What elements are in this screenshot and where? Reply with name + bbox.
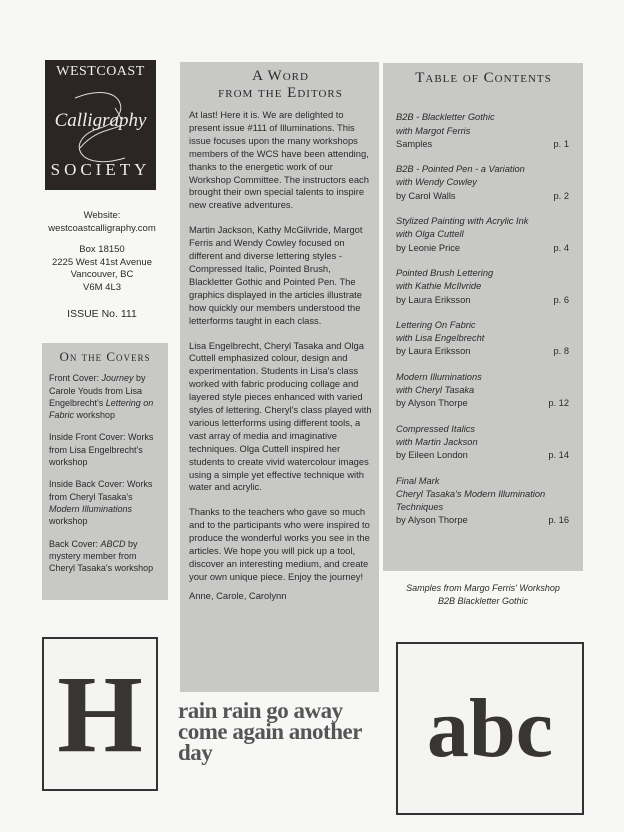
toc-entry-subtitle: Cheryl Tasaka's Modern Illumination Techniques bbox=[396, 488, 546, 513]
toc-entry-page: p. 16 bbox=[548, 515, 569, 526]
toc-entry-page: p. 2 bbox=[553, 190, 569, 201]
toc-entry[interactable] bbox=[396, 111, 571, 151]
toc-entry-page: p. 14 bbox=[548, 450, 569, 461]
toc-title: Table of Contents bbox=[415, 70, 552, 86]
editors-paragraph: Lisa Engelbrecht, Cheryl Tasaka and Olga Cuttell emphasized colour, design and experimentation. Students in Lisa's class worked with fabric producing collage and layered style pieces enhanced with varied styles of lettering. Cheryl's class played with various letterforms using different tools, a vast array of media and imaginative techniques. Olga Cuttell inspired her students to create vivid watercolour images using a simple yet effective technique with water and acrylic. bbox=[189, 339, 372, 493]
samples-caption: Samples from Margo Ferris' Workshop B2B Blackletter Gothic bbox=[406, 583, 560, 606]
toc-entry[interactable] bbox=[396, 423, 571, 463]
toc-entry-title: Modern Illuminations bbox=[396, 371, 482, 382]
toc-entry-author: by Eileen London bbox=[396, 450, 468, 461]
toc-entry-page: p. 6 bbox=[553, 294, 569, 305]
editors-paragraph: At last! Here it is. We are delighted to present issue #111 of Illuminations. This issue focuses upon the many workshops members of the WCS have been attending, thanks to the energetic work of our Workshop Committee. The instructors each brought their own special talents to inspire new creative adventures. bbox=[189, 109, 369, 211]
toc-entry[interactable] bbox=[396, 371, 571, 411]
cover-item: Inside Front Cover: Works from Lisa Engelbrecht's workshop bbox=[49, 432, 154, 468]
address-line: Vancouver, BC bbox=[70, 269, 134, 280]
editors-paragraph: Martin Jackson, Kathy McGilvride, Margot Ferris and Wendy Cowley focused on different and diverse lettering styles - Compressed Italic, Pointed Brush, Blackletter Gothic and Pointed Pen. The graphics displayed in the articles illustrate how quickly our members understood the letterforms taught in each class. bbox=[189, 224, 363, 326]
toc-entry[interactable] bbox=[396, 215, 571, 255]
toc-entry[interactable] bbox=[396, 475, 571, 528]
toc-entry-title: Final Mark bbox=[396, 475, 440, 486]
cover-item: Inside Back Cover: Works from Cheryl Tasaka's Modern Illuminations workshop bbox=[49, 479, 153, 527]
toc-entry-subtitle: with Martin Jackson bbox=[396, 436, 478, 447]
toc-entry[interactable] bbox=[396, 319, 571, 359]
toc-entry-title: B2B - Blackletter Gothic bbox=[396, 112, 495, 123]
toc-entry-subtitle: with Margot Ferris bbox=[396, 125, 471, 136]
toc-entry-page: p. 4 bbox=[553, 242, 569, 253]
editors-note-box bbox=[180, 62, 379, 692]
on-the-covers-box bbox=[42, 343, 168, 600]
toc-entry-subtitle: with Cheryl Tasaka bbox=[396, 385, 475, 396]
toc-entry-page: p. 1 bbox=[553, 138, 569, 149]
society-logo bbox=[45, 60, 156, 190]
blackletter-abc-sample: abc bbox=[396, 642, 584, 815]
toc-entry-author: by Alyson Thorpe bbox=[396, 515, 468, 526]
toc-entry-author: by Laura Eriksson bbox=[396, 294, 471, 305]
toc-entry-subtitle: with Kathie McIlvride bbox=[396, 281, 482, 292]
toc-entry-author: Samples bbox=[396, 138, 433, 149]
cover-item: Front Cover: Journey by Carole Youds from Lisa Engelbrecht's Lettering on Fabric workshop bbox=[49, 373, 154, 421]
website-link[interactable]: westcoastcalligraphy.com bbox=[48, 222, 156, 234]
cover-item: Back Cover: ABCD by mystery member from Cheryl Tasaka's workshop bbox=[49, 538, 154, 574]
toc-entry-title: Pointed Brush Lettering bbox=[396, 267, 494, 278]
toc-entry[interactable] bbox=[396, 267, 571, 307]
toc-entry-subtitle: with Wendy Cowley bbox=[396, 177, 477, 188]
toc-entry-subtitle: with Olga Cuttell bbox=[396, 229, 464, 240]
editors-title: A Word from the Editors bbox=[218, 68, 343, 101]
logo-society: SOCIETY bbox=[50, 160, 151, 179]
editors-signature: Anne, Carole, Carolynn bbox=[189, 589, 287, 601]
toc-entry-page: p. 8 bbox=[553, 346, 569, 357]
rain-calligraphy-sample: rain rain go away come again another day bbox=[178, 698, 362, 765]
issue-number: ISSUE No. 111 bbox=[67, 308, 137, 320]
address-line: V6M 4L3 bbox=[82, 281, 122, 293]
toc-entry-title: Stylized Painting with Acrylic Ink bbox=[396, 216, 529, 227]
logo-westcoast: WESTCOAST bbox=[56, 64, 145, 79]
contact-info bbox=[40, 210, 164, 330]
toc-entry-title: Compressed Italics bbox=[396, 423, 476, 434]
address-line: Box 18150 bbox=[79, 244, 125, 255]
covers-title: On the Covers bbox=[59, 349, 151, 364]
toc-entry-title: B2B - Pointed Pen - a Variation bbox=[396, 164, 525, 175]
toc-entry-subtitle: with Lisa Engelbrecht bbox=[396, 333, 485, 344]
toc-entry-author: by Laura Eriksson bbox=[396, 346, 471, 357]
website-label: Website: bbox=[83, 210, 121, 221]
flourish-icon bbox=[65, 78, 135, 178]
toc-entry-title: Lettering On Fabric bbox=[396, 319, 476, 330]
toc-entry[interactable] bbox=[396, 163, 571, 203]
toc-entry-author: by Leonie Price bbox=[396, 242, 461, 253]
address-line: 2225 West 41st Avenue bbox=[51, 256, 152, 268]
logo-calligraphy: Calligraphy bbox=[54, 110, 147, 131]
toc-entry-page: p. 12 bbox=[548, 398, 569, 409]
toc-entry-author: by Carol Walls bbox=[396, 190, 456, 201]
editors-paragraph: Thanks to the teachers who gave so much and to the participants who were inspired to produce the wonderful works you see in the articles. We hope you will pick up a tool, discover an interesting medium, and create your own unique piece. Enjoy the journey! bbox=[189, 506, 370, 582]
blackletter-h-sample: H bbox=[42, 637, 158, 791]
table-of-contents bbox=[383, 63, 583, 571]
toc-entry-author: by Alyson Thorpe bbox=[396, 398, 468, 409]
